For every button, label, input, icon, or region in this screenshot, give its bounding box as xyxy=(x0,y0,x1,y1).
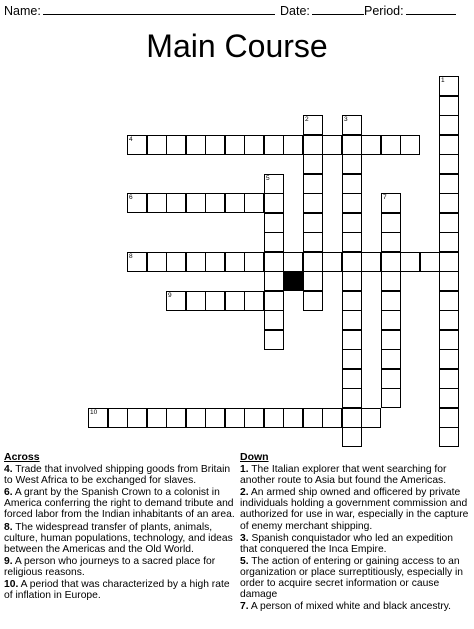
grid-cell[interactable] xyxy=(439,408,459,428)
down-clue xyxy=(240,533,470,555)
grid-cell[interactable] xyxy=(420,252,440,272)
clue-text: A grant by the Spanish Crown to a colonist in America conferring the right to demand tribute and forced labor from the Indian inhabitants of an area. xyxy=(4,487,235,521)
grid-cell[interactable] xyxy=(205,135,225,155)
grid-cell[interactable] xyxy=(186,135,206,155)
grid-cell[interactable] xyxy=(322,135,342,155)
clue-text: The action of entering or gaining access to an organization or place surreptitiously, especially in order to acquire secret information or cause damage xyxy=(240,555,464,601)
grid-cell[interactable] xyxy=(166,291,186,311)
grid-cell[interactable] xyxy=(264,193,284,213)
clue-number-label: 8. xyxy=(4,521,13,533)
grid-cell[interactable] xyxy=(439,213,459,233)
grid-cell[interactable] xyxy=(342,330,362,350)
grid-cell[interactable] xyxy=(439,291,459,311)
grid-cell[interactable] xyxy=(264,174,284,194)
grid-cell[interactable] xyxy=(342,427,362,447)
grid-cell[interactable] xyxy=(342,193,362,213)
grid-cell[interactable] xyxy=(342,271,362,291)
grid-cell[interactable] xyxy=(381,232,401,252)
grid-cell[interactable] xyxy=(283,135,303,155)
grid-cell[interactable] xyxy=(205,408,225,428)
grid-cell[interactable] xyxy=(342,369,362,389)
grid-cell[interactable] xyxy=(88,408,108,428)
grid-cell[interactable] xyxy=(381,369,401,389)
grid-cell[interactable] xyxy=(264,291,284,311)
across-clue xyxy=(4,464,236,486)
grid-cell[interactable] xyxy=(244,252,264,272)
down-clues xyxy=(240,452,470,613)
grid-cell[interactable] xyxy=(439,349,459,369)
grid-cell[interactable] xyxy=(439,174,459,194)
clue-number-label: 3. xyxy=(240,532,249,544)
grid-cell[interactable] xyxy=(303,408,323,428)
grid-cell[interactable] xyxy=(186,252,206,272)
grid-cell[interactable] xyxy=(283,252,303,272)
clue-number-label: 2. xyxy=(240,487,249,499)
grid-cell[interactable] xyxy=(381,330,401,350)
grid-cell[interactable] xyxy=(264,310,284,330)
grid-cell[interactable] xyxy=(342,213,362,233)
clue-number: 1 xyxy=(441,77,445,84)
grid-cell[interactable] xyxy=(342,174,362,194)
down-clue xyxy=(240,464,470,486)
grid-cell[interactable] xyxy=(244,408,264,428)
grid-cell[interactable] xyxy=(361,135,381,155)
grid-cell[interactable] xyxy=(342,408,362,428)
grid-cell[interactable] xyxy=(381,193,401,213)
grid-cell[interactable] xyxy=(264,135,284,155)
name-label: Name: xyxy=(4,4,41,18)
grid-cell[interactable] xyxy=(264,232,284,252)
grid-cell[interactable] xyxy=(303,271,323,291)
grid-cell[interactable] xyxy=(303,154,323,174)
clue-number: 7 xyxy=(383,194,387,201)
grid-cell[interactable] xyxy=(283,408,303,428)
grid-cell[interactable] xyxy=(264,271,284,291)
grid-cell[interactable] xyxy=(225,291,245,311)
grid-cell[interactable] xyxy=(166,252,186,272)
down-heading: Down xyxy=(240,451,269,463)
grid-cell[interactable] xyxy=(342,252,362,272)
clue-number-label: 7. xyxy=(240,601,249,613)
across-heading: Across xyxy=(4,451,40,463)
grid-cell[interactable] xyxy=(186,408,206,428)
grid-cell[interactable] xyxy=(264,408,284,428)
grid-cell[interactable] xyxy=(108,408,128,428)
grid-cell[interactable] xyxy=(244,135,264,155)
grid-cell[interactable] xyxy=(147,135,167,155)
grid-cell[interactable] xyxy=(127,408,147,428)
grid-cell[interactable] xyxy=(439,388,459,408)
clue-number: 4 xyxy=(129,136,133,143)
period-label: Period: xyxy=(364,4,404,18)
grid-cell[interactable] xyxy=(361,408,381,428)
grid-cell[interactable] xyxy=(342,310,362,330)
grid-cell[interactable] xyxy=(303,135,323,155)
across-clues xyxy=(4,452,236,602)
grid-cell[interactable] xyxy=(439,252,459,272)
across-clue xyxy=(4,579,236,601)
across-clue xyxy=(4,522,236,555)
grid-cell[interactable] xyxy=(147,408,167,428)
grid-cell[interactable] xyxy=(439,154,459,174)
clue-number: 3 xyxy=(344,116,348,123)
grid-cell[interactable] xyxy=(400,135,420,155)
grid-cell[interactable] xyxy=(381,388,401,408)
grid-cell[interactable] xyxy=(342,154,362,174)
clue-number-label: 4. xyxy=(4,464,13,476)
clue-text: A person who journeys to a sacred place for religious reasons. xyxy=(4,555,216,578)
grid-cell[interactable] xyxy=(166,135,186,155)
clue-number: 10 xyxy=(90,409,98,416)
grid-cell[interactable] xyxy=(303,213,323,233)
grid-cell[interactable] xyxy=(205,252,225,272)
grid-cell[interactable] xyxy=(439,232,459,252)
clue-number: 2 xyxy=(305,116,309,123)
down-clue xyxy=(240,487,470,531)
grid-cell[interactable] xyxy=(225,252,245,272)
grid-cell[interactable] xyxy=(205,193,225,213)
grid-cell[interactable] xyxy=(166,408,186,428)
clue-number-label: 5. xyxy=(240,555,249,567)
clue-number: 9 xyxy=(168,292,172,299)
down-clue xyxy=(240,556,470,600)
grid-cell[interactable] xyxy=(361,252,381,272)
grid-cell[interactable] xyxy=(127,252,147,272)
grid-cell[interactable] xyxy=(303,174,323,194)
grid-cell[interactable] xyxy=(303,232,323,252)
grid-cell[interactable] xyxy=(205,291,225,311)
black-square xyxy=(283,271,303,291)
across-clue xyxy=(4,487,236,520)
clue-text: An armed ship owned and officered by private individuals holding a government commission and authorized for use in war, especially in the capture of enemy merchant shipping. xyxy=(240,487,469,532)
clue-text: A period that was characterized by a high rate of inflation in Europe. xyxy=(4,579,230,602)
clue-text: The Italian explorer that went searching for another route to Asia but found the Americas. xyxy=(240,464,447,487)
clue-text: Spanish conquistador who led an expedition that conquered the Inca Empire. xyxy=(240,532,453,555)
grid-cell[interactable] xyxy=(342,232,362,252)
grid-cell[interactable] xyxy=(225,408,245,428)
grid-cell[interactable] xyxy=(147,252,167,272)
grid-cell[interactable] xyxy=(186,291,206,311)
grid-cell[interactable] xyxy=(342,349,362,369)
grid-cell[interactable] xyxy=(225,135,245,155)
grid-cell[interactable] xyxy=(225,193,245,213)
grid-cell[interactable] xyxy=(381,310,401,330)
grid-cell[interactable] xyxy=(439,96,459,116)
grid-cell[interactable] xyxy=(381,291,401,311)
grid-cell[interactable] xyxy=(439,271,459,291)
clue-text: A person of mixed white and black ancestry. xyxy=(248,601,452,613)
clue-text: The widespread transfer of plants, animals, culture, human populations, technology, and ideas between the Americas and the Old World. xyxy=(4,521,233,555)
grid-cell[interactable] xyxy=(303,115,323,135)
grid-cell[interactable] xyxy=(342,115,362,135)
grid-cell[interactable] xyxy=(439,115,459,135)
grid-cell[interactable] xyxy=(381,349,401,369)
clue-number-label: 1. xyxy=(240,464,249,476)
grid-cell[interactable] xyxy=(381,213,401,233)
grid-cell[interactable] xyxy=(244,291,264,311)
grid-cell[interactable] xyxy=(303,252,323,272)
grid-cell[interactable] xyxy=(439,330,459,350)
clue-text: Trade that involved shipping goods from Britain to West Africa to be exchanged for slaves. xyxy=(4,464,231,487)
grid-cell[interactable] xyxy=(439,76,459,96)
clue-number-label: 9. xyxy=(4,555,13,567)
grid-cell[interactable] xyxy=(439,427,459,447)
grid-cell[interactable] xyxy=(322,408,342,428)
grid-cell[interactable] xyxy=(127,193,147,213)
clue-number-label: 6. xyxy=(4,487,13,499)
clue-number-label: 10. xyxy=(4,579,19,591)
grid-cell[interactable] xyxy=(264,330,284,350)
across-clue xyxy=(4,556,236,578)
grid-cell[interactable] xyxy=(381,252,401,272)
grid-cell[interactable] xyxy=(439,369,459,389)
date-label: Date: xyxy=(280,4,310,18)
down-clue xyxy=(240,601,470,612)
grid-cell[interactable] xyxy=(186,193,206,213)
grid-cell[interactable] xyxy=(381,135,401,155)
grid-cell[interactable] xyxy=(127,135,147,155)
grid-cell[interactable] xyxy=(381,271,401,291)
grid-cell[interactable] xyxy=(303,193,323,213)
grid-cell[interactable] xyxy=(439,193,459,213)
grid-cell[interactable] xyxy=(342,135,362,155)
clue-number: 6 xyxy=(129,194,133,201)
grid-cell[interactable] xyxy=(264,252,284,272)
grid-cell[interactable] xyxy=(400,252,420,272)
clue-number: 5 xyxy=(266,175,270,182)
grid-cell[interactable] xyxy=(264,213,284,233)
grid-cell[interactable] xyxy=(303,291,323,311)
grid-cell[interactable] xyxy=(342,291,362,311)
clue-number: 8 xyxy=(129,253,133,260)
grid-cell[interactable] xyxy=(244,193,264,213)
grid-cell[interactable] xyxy=(439,310,459,330)
grid-cell[interactable] xyxy=(166,193,186,213)
grid-cell[interactable] xyxy=(322,252,342,272)
puzzle-title: Main Course xyxy=(146,28,328,64)
grid-cell[interactable] xyxy=(147,193,167,213)
grid-cell[interactable] xyxy=(439,135,459,155)
grid-cell[interactable] xyxy=(342,388,362,408)
